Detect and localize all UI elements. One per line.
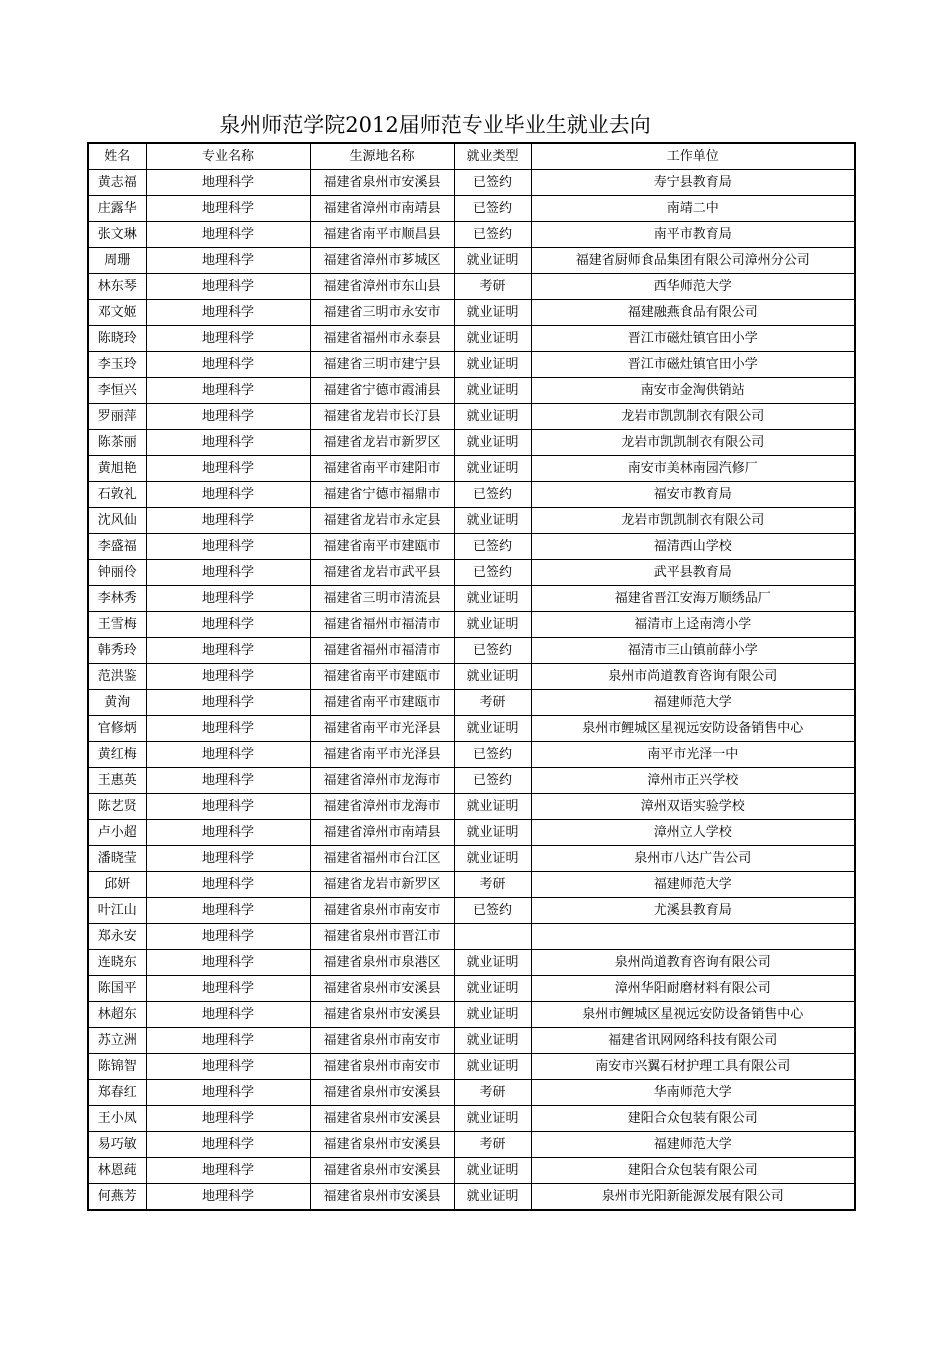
cell-work-unit: 泉州市八达广告公司: [531, 846, 855, 872]
cell-employment-type: 已签约: [454, 560, 531, 586]
cell-work-unit: 南平市光泽一中: [531, 742, 855, 768]
cell-work-unit: 福建师范大学: [531, 1132, 855, 1158]
cell-major: 地理科学: [146, 300, 310, 326]
table-row: [88, 1054, 855, 1080]
cell-name: 陈锦智: [88, 1054, 146, 1080]
table-row: [88, 1132, 855, 1158]
cell-major: 地理科学: [146, 534, 310, 560]
table-row: [88, 1184, 855, 1211]
table-row: [88, 560, 855, 586]
cell-employment-type: 已签约: [454, 170, 531, 196]
table-row: [88, 274, 855, 300]
cell-work-unit: 福建融燕食品有限公司: [531, 300, 855, 326]
cell-major: 地理科学: [146, 1106, 310, 1132]
cell-major: 地理科学: [146, 846, 310, 872]
cell-name: 连晓东: [88, 950, 146, 976]
cell-employment-type: 已签约: [454, 638, 531, 664]
cell-employment-type: 就业证明: [454, 404, 531, 430]
cell-major: 地理科学: [146, 742, 310, 768]
cell-employment-type: 已签约: [454, 898, 531, 924]
cell-origin: 福建省漳州市南靖县: [310, 196, 454, 222]
page-title: 泉州师范学院2012届师范专业毕业生就业去向: [219, 113, 651, 137]
table-row: [88, 430, 855, 456]
cell-name: 庄露华: [88, 196, 146, 222]
cell-name: 石敦礼: [88, 482, 146, 508]
table-row: [88, 846, 855, 872]
cell-name: 范洪鉴: [88, 664, 146, 690]
cell-origin: 福建省泉州市南安市: [310, 1028, 454, 1054]
table-row: [88, 404, 855, 430]
cell-major: 地理科学: [146, 950, 310, 976]
table-row: [88, 976, 855, 1002]
cell-work-unit: 南靖二中: [531, 196, 855, 222]
cell-work-unit: 南安市兴翼石材护理工具有限公司: [531, 1054, 855, 1080]
cell-employment-type: 已签约: [454, 222, 531, 248]
cell-origin: 福建省漳州市芗城区: [310, 248, 454, 274]
table-row: [88, 794, 855, 820]
cell-origin: 福建省宁德市霞浦县: [310, 378, 454, 404]
cell-major: 地理科学: [146, 326, 310, 352]
cell-work-unit: 福安市教育局: [531, 482, 855, 508]
table-row: [88, 716, 855, 742]
cell-origin: 福建省南平市建瓯市: [310, 690, 454, 716]
cell-origin: 福建省泉州市晋江市: [310, 924, 454, 950]
cell-major: 地理科学: [146, 638, 310, 664]
cell-name: 易巧敏: [88, 1132, 146, 1158]
cell-work-unit: 建阳合众包装有限公司: [531, 1106, 855, 1132]
cell-major: 地理科学: [146, 1184, 310, 1211]
cell-major: 地理科学: [146, 482, 310, 508]
cell-work-unit: 福清市上迳南湾小学: [531, 612, 855, 638]
cell-work-unit: 龙岩市凯凯制衣有限公司: [531, 404, 855, 430]
cell-origin: 福建省南平市建阳市: [310, 456, 454, 482]
cell-origin: 福建省泉州市安溪县: [310, 976, 454, 1002]
cell-employment-type: 已签约: [454, 196, 531, 222]
cell-name: 叶江山: [88, 898, 146, 924]
header-origin: 生源地名称: [310, 143, 454, 170]
cell-work-unit: 尤溪县教育局: [531, 898, 855, 924]
cell-work-unit: 泉州市鲤城区星视远安防设备销售中心: [531, 716, 855, 742]
cell-work-unit: 寿宁县教育局: [531, 170, 855, 196]
cell-major: 地理科学: [146, 430, 310, 456]
cell-origin: 福建省龙岩市新罗区: [310, 430, 454, 456]
cell-major: 地理科学: [146, 508, 310, 534]
cell-employment-type: 就业证明: [454, 1106, 531, 1132]
cell-major: 地理科学: [146, 924, 310, 950]
cell-work-unit: 福建师范大学: [531, 690, 855, 716]
cell-work-unit: 龙岩市凯凯制衣有限公司: [531, 508, 855, 534]
cell-name: 卢小超: [88, 820, 146, 846]
cell-major: 地理科学: [146, 820, 310, 846]
cell-employment-type: 就业证明: [454, 352, 531, 378]
cell-employment-type: 就业证明: [454, 508, 531, 534]
cell-name: 陈晓玲: [88, 326, 146, 352]
table-row: [88, 638, 855, 664]
cell-work-unit: 漳州华阳耐磨材料有限公司: [531, 976, 855, 1002]
table-row: [88, 534, 855, 560]
cell-work-unit: 泉州尚道教育咨询有限公司: [531, 950, 855, 976]
cell-work-unit: 南安市金淘供销站: [531, 378, 855, 404]
cell-origin: 福建省宁德市福鼎市: [310, 482, 454, 508]
cell-origin: 福建省南平市光泽县: [310, 742, 454, 768]
cell-name: 黄洵: [88, 690, 146, 716]
table-row: [88, 768, 855, 794]
cell-name: 潘晓莹: [88, 846, 146, 872]
cell-employment-type: 就业证明: [454, 326, 531, 352]
cell-origin: 福建省三明市清流县: [310, 586, 454, 612]
header-name: 姓名: [88, 143, 146, 170]
cell-major: 地理科学: [146, 1158, 310, 1184]
cell-origin: 福建省泉州市南安市: [310, 898, 454, 924]
cell-employment-type: 就业证明: [454, 846, 531, 872]
cell-origin: 福建省三明市永安市: [310, 300, 454, 326]
cell-major: 地理科学: [146, 1002, 310, 1028]
cell-major: 地理科学: [146, 248, 310, 274]
cell-work-unit: 南平市教育局: [531, 222, 855, 248]
cell-employment-type: 已签约: [454, 534, 531, 560]
cell-work-unit: 泉州市光阳新能源发展有限公司: [531, 1184, 855, 1211]
table-body: [88, 170, 855, 1211]
cell-major: 地理科学: [146, 404, 310, 430]
cell-major: 地理科学: [146, 898, 310, 924]
cell-employment-type: 就业证明: [454, 456, 531, 482]
cell-name: 官修炳: [88, 716, 146, 742]
table-row: [88, 482, 855, 508]
cell-name: 李恒兴: [88, 378, 146, 404]
cell-origin: 福建省龙岩市武平县: [310, 560, 454, 586]
cell-employment-type: 考研: [454, 690, 531, 716]
cell-employment-type: 就业证明: [454, 300, 531, 326]
cell-name: 林超东: [88, 1002, 146, 1028]
cell-major: 地理科学: [146, 196, 310, 222]
cell-name: 郑永安: [88, 924, 146, 950]
cell-employment-type: 就业证明: [454, 612, 531, 638]
cell-name: 郑春红: [88, 1080, 146, 1106]
cell-work-unit: 华南师范大学: [531, 1080, 855, 1106]
cell-origin: 福建省泉州市安溪县: [310, 1002, 454, 1028]
cell-major: 地理科学: [146, 794, 310, 820]
cell-name: 陈国平: [88, 976, 146, 1002]
cell-origin: 福建省漳州市南靖县: [310, 820, 454, 846]
table-row: [88, 326, 855, 352]
cell-name: 李盛福: [88, 534, 146, 560]
table-row: [88, 508, 855, 534]
cell-employment-type: [454, 924, 531, 950]
cell-work-unit: 南安市美林南园汽修厂: [531, 456, 855, 482]
table-row: [88, 1158, 855, 1184]
cell-employment-type: 就业证明: [454, 1028, 531, 1054]
cell-employment-type: 就业证明: [454, 976, 531, 1002]
cell-work-unit: 西华师范大学: [531, 274, 855, 300]
table-header-row: [88, 143, 855, 170]
table-row: [88, 820, 855, 846]
table-row: [88, 742, 855, 768]
cell-major: 地理科学: [146, 976, 310, 1002]
cell-name: 陈艺贤: [88, 794, 146, 820]
cell-name: 黄志福: [88, 170, 146, 196]
table-row: [88, 300, 855, 326]
cell-name: 黄红梅: [88, 742, 146, 768]
cell-name: 王雪梅: [88, 612, 146, 638]
employment-table: [87, 142, 856, 1211]
cell-employment-type: 考研: [454, 1132, 531, 1158]
cell-major: 地理科学: [146, 664, 310, 690]
cell-work-unit: 晋江市磁灶镇官田小学: [531, 352, 855, 378]
cell-major: 地理科学: [146, 274, 310, 300]
table-row: [88, 1028, 855, 1054]
cell-major: 地理科学: [146, 222, 310, 248]
cell-employment-type: 就业证明: [454, 950, 531, 976]
cell-major: 地理科学: [146, 716, 310, 742]
cell-employment-type: 就业证明: [454, 586, 531, 612]
header-employment-type: 就业类型: [454, 143, 531, 170]
cell-work-unit: 漳州立人学校: [531, 820, 855, 846]
cell-employment-type: 就业证明: [454, 716, 531, 742]
cell-origin: 福建省漳州市龙海市: [310, 794, 454, 820]
table-row: [88, 898, 855, 924]
table-row: [88, 664, 855, 690]
cell-major: 地理科学: [146, 690, 310, 716]
cell-work-unit: 龙岩市凯凯制衣有限公司: [531, 430, 855, 456]
table-row: [88, 1106, 855, 1132]
cell-origin: 福建省龙岩市新罗区: [310, 872, 454, 898]
cell-work-unit: 福建师范大学: [531, 872, 855, 898]
cell-major: 地理科学: [146, 378, 310, 404]
table-row: [88, 872, 855, 898]
table-row: [88, 352, 855, 378]
cell-employment-type: 就业证明: [454, 1158, 531, 1184]
cell-employment-type: 已签约: [454, 742, 531, 768]
cell-name: 罗丽萍: [88, 404, 146, 430]
cell-origin: 福建省漳州市龙海市: [310, 768, 454, 794]
cell-origin: 福建省福州市福清市: [310, 638, 454, 664]
cell-work-unit: 福建省晋江安海万顺绣品厂: [531, 586, 855, 612]
cell-name: 王小凤: [88, 1106, 146, 1132]
cell-origin: 福建省南平市光泽县: [310, 716, 454, 742]
cell-name: 李林秀: [88, 586, 146, 612]
cell-name: 沈风仙: [88, 508, 146, 534]
cell-work-unit: 福清西山学校: [531, 534, 855, 560]
cell-employment-type: 就业证明: [454, 1184, 531, 1211]
cell-name: 黄旭艳: [88, 456, 146, 482]
cell-name: 邱妍: [88, 872, 146, 898]
cell-origin: 福建省福州市台江区: [310, 846, 454, 872]
cell-origin: 福建省泉州市安溪县: [310, 1132, 454, 1158]
cell-work-unit: 泉州市鲤城区星视远安防设备销售中心: [531, 1002, 855, 1028]
cell-name: 张文琳: [88, 222, 146, 248]
cell-name: 林东琴: [88, 274, 146, 300]
cell-name: 钟丽伶: [88, 560, 146, 586]
table-row: [88, 378, 855, 404]
cell-major: 地理科学: [146, 768, 310, 794]
cell-work-unit: 福清市三山镇前薛小学: [531, 638, 855, 664]
table-row: [88, 222, 855, 248]
cell-origin: 福建省南平市顺昌县: [310, 222, 454, 248]
table-row: [88, 248, 855, 274]
cell-work-unit: 建阳合众包装有限公司: [531, 1158, 855, 1184]
cell-employment-type: 就业证明: [454, 1002, 531, 1028]
cell-employment-type: 考研: [454, 872, 531, 898]
cell-origin: 福建省泉州市泉港区: [310, 950, 454, 976]
cell-employment-type: 已签约: [454, 482, 531, 508]
cell-origin: 福建省泉州市安溪县: [310, 1080, 454, 1106]
table-row: [88, 456, 855, 482]
cell-origin: 福建省福州市福清市: [310, 612, 454, 638]
cell-origin: 福建省泉州市安溪县: [310, 1158, 454, 1184]
cell-origin: 福建省泉州市南安市: [310, 1054, 454, 1080]
cell-origin: 福建省泉州市安溪县: [310, 170, 454, 196]
cell-major: 地理科学: [146, 1028, 310, 1054]
cell-work-unit: 晋江市磁灶镇官田小学: [531, 326, 855, 352]
table-row: [88, 196, 855, 222]
cell-origin: 福建省龙岩市长汀县: [310, 404, 454, 430]
cell-work-unit: 泉州市尚道教育咨询有限公司: [531, 664, 855, 690]
cell-major: 地理科学: [146, 872, 310, 898]
table-row: [88, 1080, 855, 1106]
cell-work-unit: 福建省厨师食品集团有限公司漳州分公司: [531, 248, 855, 274]
cell-work-unit: [531, 924, 855, 950]
cell-major: 地理科学: [146, 352, 310, 378]
cell-employment-type: 就业证明: [454, 248, 531, 274]
cell-major: 地理科学: [146, 170, 310, 196]
cell-origin: 福建省漳州市东山县: [310, 274, 454, 300]
cell-employment-type: 就业证明: [454, 430, 531, 456]
cell-major: 地理科学: [146, 456, 310, 482]
cell-major: 地理科学: [146, 1054, 310, 1080]
cell-employment-type: 就业证明: [454, 820, 531, 846]
table-row: [88, 586, 855, 612]
table-row: [88, 612, 855, 638]
table-row: [88, 170, 855, 196]
cell-employment-type: 就业证明: [454, 378, 531, 404]
cell-name: 韩秀玲: [88, 638, 146, 664]
cell-name: 李玉玲: [88, 352, 146, 378]
header-major: 专业名称: [146, 143, 310, 170]
cell-work-unit: 福建省讯网网络科技有限公司: [531, 1028, 855, 1054]
cell-work-unit: 漳州市正兴学校: [531, 768, 855, 794]
cell-origin: 福建省福州市永泰县: [310, 326, 454, 352]
table-row: [88, 924, 855, 950]
cell-major: 地理科学: [146, 612, 310, 638]
cell-employment-type: 就业证明: [454, 794, 531, 820]
table-row: [88, 950, 855, 976]
table-row: [88, 1002, 855, 1028]
cell-origin: 福建省南平市建瓯市: [310, 664, 454, 690]
cell-major: 地理科学: [146, 586, 310, 612]
cell-origin: 福建省南平市建瓯市: [310, 534, 454, 560]
cell-work-unit: 漳州双语实验学校: [531, 794, 855, 820]
cell-employment-type: 就业证明: [454, 664, 531, 690]
cell-name: 林恩莼: [88, 1158, 146, 1184]
cell-employment-type: 已签约: [454, 768, 531, 794]
cell-name: 周珊: [88, 248, 146, 274]
cell-name: 邓文姬: [88, 300, 146, 326]
cell-name: 何燕芳: [88, 1184, 146, 1211]
cell-name: 苏立洲: [88, 1028, 146, 1054]
cell-employment-type: 考研: [454, 274, 531, 300]
table-row: [88, 690, 855, 716]
header-work-unit: 工作单位: [531, 143, 855, 170]
cell-origin: 福建省三明市建宁县: [310, 352, 454, 378]
cell-major: 地理科学: [146, 560, 310, 586]
cell-major: 地理科学: [146, 1080, 310, 1106]
cell-major: 地理科学: [146, 1132, 310, 1158]
cell-work-unit: 武平县教育局: [531, 560, 855, 586]
cell-origin: 福建省泉州市安溪县: [310, 1184, 454, 1211]
cell-employment-type: 考研: [454, 1080, 531, 1106]
cell-name: 陈茶丽: [88, 430, 146, 456]
cell-name: 王惠英: [88, 768, 146, 794]
cell-employment-type: 就业证明: [454, 1054, 531, 1080]
cell-origin: 福建省龙岩市永定县: [310, 508, 454, 534]
cell-origin: 福建省泉州市安溪县: [310, 1106, 454, 1132]
